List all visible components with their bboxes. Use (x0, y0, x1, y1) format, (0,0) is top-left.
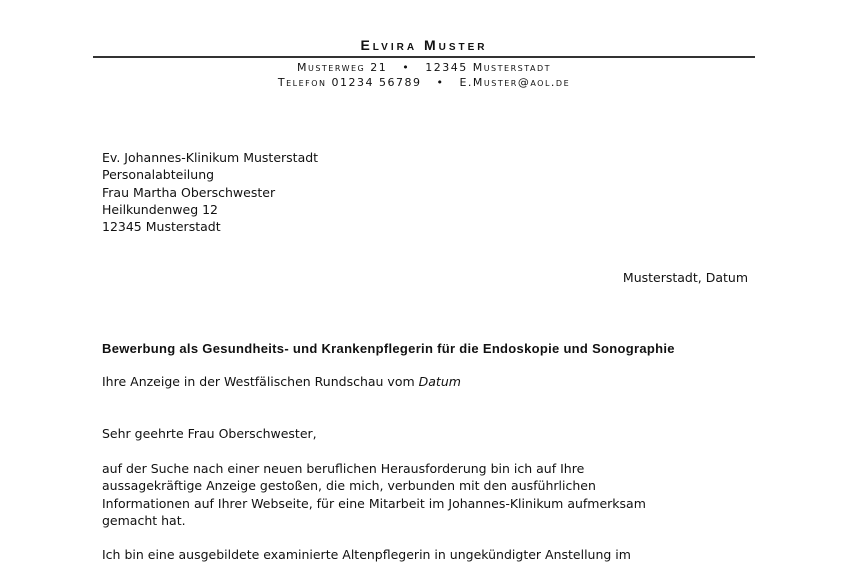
place-and-date: Musterstadt, Datum (622, 270, 748, 285)
ad-reference-date: Datum (418, 374, 461, 389)
recipient-address-block (102, 149, 318, 235)
paragraph-line: gemacht hat. (102, 512, 186, 528)
sender-name: Elvira Muster (360, 37, 488, 53)
salutation: Sehr geehrte Frau Oberschwester, (102, 426, 317, 441)
paragraph-line: aussagekräftige Anzeige gestoßen, die mich, verbunden mit den ausführlichen (102, 478, 596, 494)
ad-reference-text: Ihre Anzeige in der Westfälischen Rundschau vom (102, 374, 419, 389)
recipient-line: Ev. Johannes-Klinikum Musterstadt (102, 150, 319, 165)
recipient-line: Frau Martha Oberschwester (102, 184, 276, 200)
body-paragraph-2: Ich bin eine ausgebildete examinierte Altenpflegerin in ungekündigter Anstellung im (102, 547, 631, 562)
paragraph-line: Informationen auf Ihrer Webseite, für eine Mitarbeit im Johannes-Klinikum aufmerksam (102, 495, 646, 511)
sender-address: Musterweg 21 • 12345 Musterstadt (296, 61, 551, 74)
recipient-line: Heilkundenweg 12 (102, 201, 219, 217)
body-paragraph-1 (102, 460, 742, 529)
recipient-line: Personalabteilung (102, 167, 215, 183)
subject-line: Bewerbung als Gesundheits- und Krankenpflegerin für die Endoskopie und Sonographie (102, 341, 675, 356)
letterhead-divider (93, 56, 755, 58)
ad-reference (102, 374, 461, 389)
sender-contact: Telefon 01234 56789 • E.Muster@aol.de (277, 76, 571, 89)
paragraph-line: auf der Suche nach einer neuen beruflichen Herausforderung bin ich auf Ihre (102, 461, 585, 476)
recipient-line: 12345 Musterstadt (102, 219, 221, 235)
